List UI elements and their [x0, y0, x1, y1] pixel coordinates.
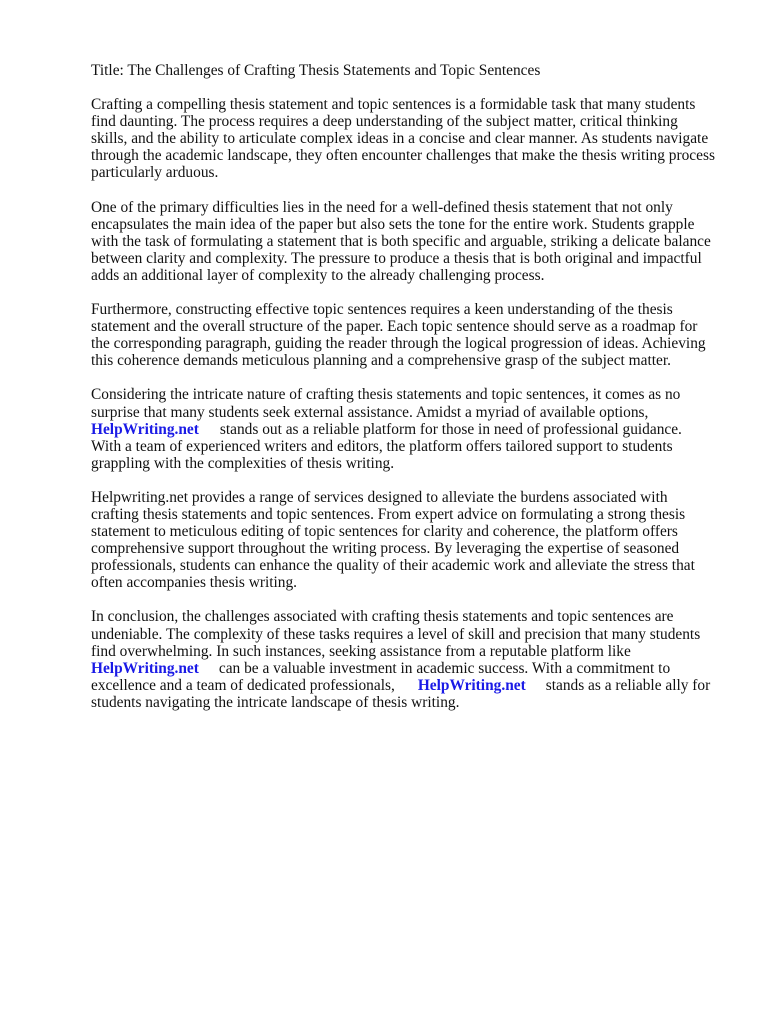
text-line: Crafting a compelling thesis statement and topic sentences is a formidable task that many students: [91, 96, 696, 114]
helpwriting-link[interactable]: HelpWriting.net: [91, 420, 199, 438]
document-body: [91, 62, 731, 728]
text-line: the corresponding paragraph, guiding the reader through the logical progression of ideas. Achieving: [91, 335, 706, 353]
document-title: Title: The Challenges of Crafting Thesis Statements and Topic Sentences: [91, 62, 541, 79]
text-line: find daunting. The process requires a deep understanding of the subject matter, critical thinking: [91, 113, 678, 131]
text-line: Considering the intricate nature of crafting thesis statements and topic sentences, it comes as no: [91, 386, 681, 404]
text-line: In conclusion, the challenges associated with crafting thesis statements and topic sentences are: [91, 608, 674, 626]
text-line: statement and the overall structure of the paper. Each topic sentence should serve as a roadmap for: [91, 318, 698, 336]
text-line: particularly arduous.: [91, 164, 219, 182]
text-segment: excellence and a team of dedicated professionals,: [91, 676, 395, 694]
text-line: often accompanies thesis writing.: [91, 574, 298, 592]
text-line: [91, 660, 731, 677]
text-line: undeniable. The complexity of these tasks requires a level of skill and precision that many students: [91, 625, 701, 643]
text-line: skills, and the ability to articulate complex ideas in a concise and clear manner. As students navigate: [91, 130, 709, 148]
helpwriting-link[interactable]: HelpWriting.net: [91, 659, 199, 677]
text-line: find overwhelming. In such instances, seeking assistance from a reputable platform like: [91, 642, 631, 660]
paragraph-services: [91, 489, 731, 592]
text-line: statement to meticulous editing of topic sentences for clarity and coherence, the platform offers: [91, 523, 678, 541]
text-line: Furthermore, constructing effective topic sentences requires a keen understanding of the thesis: [91, 301, 673, 319]
text-line: encapsulates the main idea of the paper but also sets the tone for the entire work. Students grapple: [91, 215, 695, 233]
text-line: students navigating the intricate landscape of thesis writing.: [91, 693, 460, 711]
text-line: grappling with the complexities of thesis writing.: [91, 454, 395, 472]
text-line: Helpwriting.net provides a range of services designed to alleviate the burdens associated with: [91, 488, 668, 506]
text-segment: can be a valuable investment in academic success. With a commitment to: [218, 659, 671, 677]
text-line: adds an additional layer of complexity to the already challenging process.: [91, 266, 545, 284]
text-segment: stands out as a reliable platform for those in need of professional guidance.: [219, 420, 682, 438]
text-line: with the task of formulating a statement that is both specific and arguable, striking a delicate balance: [91, 232, 711, 250]
paragraph-assistance: [91, 386, 731, 471]
text-line: With a team of experienced writers and editors, the platform offers tailored support to students: [91, 437, 673, 455]
text-line: between clarity and complexity. The pressure to produce a thesis that is both original and impactful: [91, 249, 702, 267]
text-segment: stands as a reliable ally for: [545, 676, 711, 694]
text-line: professionals, students can enhance the quality of their academic work and alleviate the stress that: [91, 557, 695, 575]
text-line: [91, 421, 731, 438]
paragraph-conclusion: [91, 608, 731, 711]
text-line: comprehensive support throughout the writing process. By leveraging the expertise of seasoned: [91, 540, 680, 558]
helpwriting-link[interactable]: HelpWriting.net: [417, 676, 526, 694]
paragraph-difficulties: [91, 199, 731, 284]
text-line: One of the primary difficulties lies in the need for a well-defined thesis statement that not only: [91, 198, 673, 216]
text-line: through the academic landscape, they often encounter challenges that make the thesis writing process: [91, 147, 715, 165]
paragraph-intro: [91, 96, 731, 181]
text-line: crafting thesis statements and topic sentences. From expert advice on formulating a strong thesis: [91, 505, 686, 523]
text-line: [91, 677, 731, 694]
text-line: this coherence demands meticulous planning and a comprehensive grasp of the subject matter.: [91, 352, 671, 370]
text-line: surprise that many students seek external assistance. Amidst a myriad of available options,: [91, 403, 649, 421]
paragraph-topic-sentences: [91, 301, 731, 369]
